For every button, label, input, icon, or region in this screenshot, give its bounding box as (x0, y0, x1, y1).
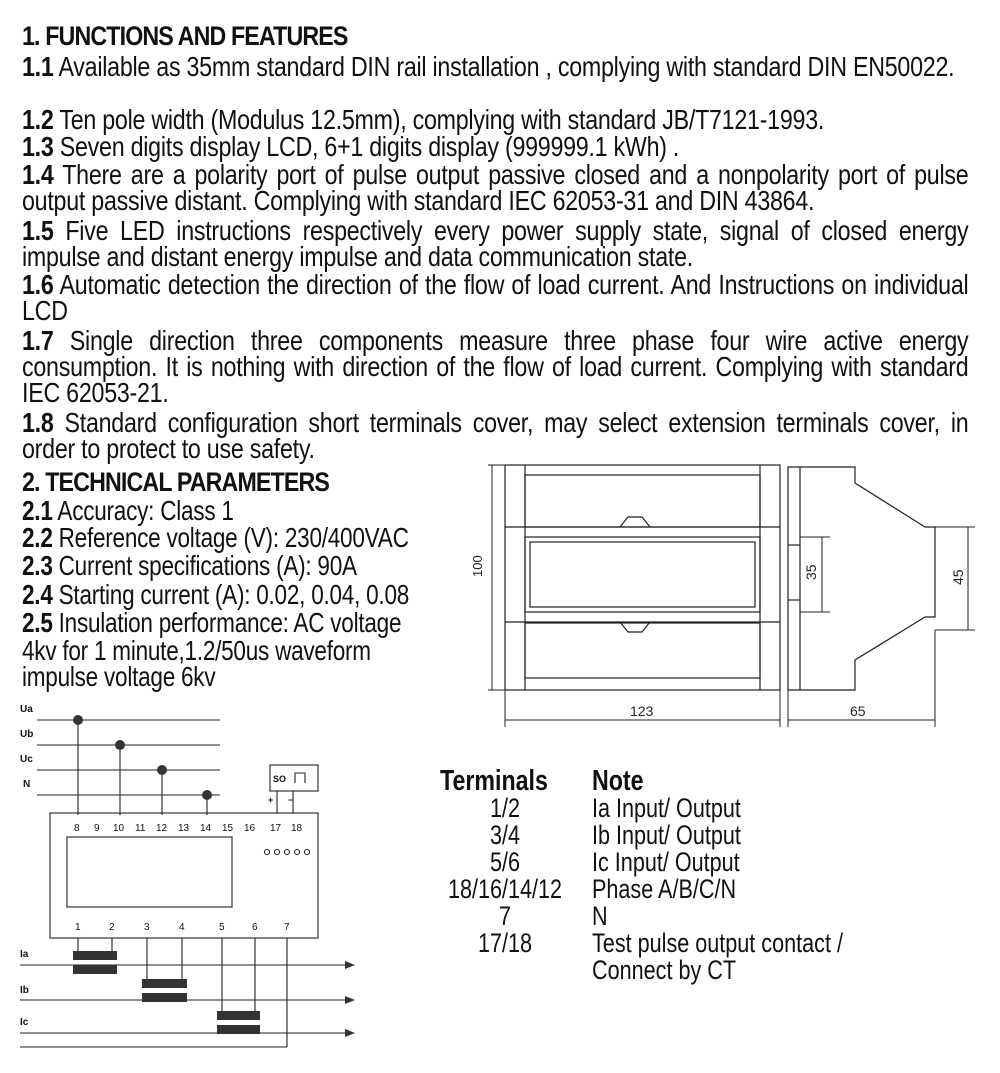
note-cell: Ib Input/ Output (592, 820, 741, 850)
label-ia: Ia (20, 949, 29, 960)
ct-ic-top (217, 1011, 260, 1020)
terminal-bottom: 4 (179, 922, 185, 933)
note-cell: Test pulse output contact / (592, 928, 843, 958)
dim-123: 123 (630, 703, 654, 719)
front-window (525, 537, 760, 612)
dim-65: 65 (850, 703, 866, 719)
note-cell: Phase A/B/C/N (592, 874, 737, 904)
terminal-top: 14 (200, 823, 212, 834)
terminal-top: 9 (94, 823, 100, 834)
terminal-bottom: 2 (109, 922, 115, 933)
dimension-drawing (470, 455, 990, 730)
terminal-bottom: 6 (252, 922, 258, 933)
item-2-2: 2.2 Reference voltage (V): 230/400VAC (22, 522, 409, 553)
front-body-outline (505, 465, 780, 690)
terminal-top: 15 (222, 823, 234, 834)
terminal-cell: 18/16/14/12 (447, 874, 563, 904)
label-ib: Ib (20, 985, 29, 996)
item-2-5: 2.5 Insulation performance: AC voltage (22, 607, 402, 638)
terminal-top: 12 (156, 823, 168, 834)
terminal-cell: 17/18 (477, 928, 533, 958)
item-1-6: 1.6 Automatic detection the direction of the flow of load current. And Instructions on individual LCD (22, 269, 969, 326)
header-note: Note (592, 765, 644, 797)
item-2-5-cont2: impulse voltage 6kv (22, 661, 216, 692)
item-2-1: 2.1 Accuracy: Class 1 (22, 495, 234, 526)
ct-ic-bottom (217, 1025, 260, 1034)
item-1-2: 1.2 Ten pole width (Modulus 12.5mm), complying with standard JB/T7121-1993. (22, 104, 825, 135)
item-2-4: 2.4 Starting current (A): 0.02, 0.04, 0.08 (22, 579, 410, 610)
terminals-table (440, 765, 980, 995)
ct-ib-top (142, 979, 187, 988)
section2-title: 2. TECHNICAL PARAMETERS (22, 467, 330, 497)
terminal-cell: 7 (498, 901, 512, 931)
note-cell: Ic Input/ Output (592, 847, 740, 877)
so-label: SO (273, 774, 287, 784)
terminal-top: 8 (74, 823, 80, 834)
terminal-top: 11 (135, 823, 146, 834)
terminal-top: 18 (291, 823, 303, 834)
ct-ia-bottom (73, 965, 117, 974)
ct-ia-top (73, 951, 117, 960)
terminal-bottom: 3 (144, 922, 150, 933)
note-cell: Ia Input/ Output (592, 793, 741, 823)
item-1-5: 1.5 Five LED instructions respectively every power supply state, signal of closed energy impulse and distant energy impulse and data communication state. (22, 215, 969, 272)
note-cell: Connect by CT (592, 955, 737, 985)
terminal-bottom: 1 (75, 922, 81, 933)
item-2-5-cont1: 4kv for 1 minute,1.2/50us waveform (22, 635, 371, 666)
dim-100: 100 (470, 555, 485, 577)
dim-45: 45 (950, 569, 966, 585)
label-uc: Uc (20, 754, 33, 765)
terminal-cell: 1/2 (489, 793, 521, 823)
item-2-3: 2.3 Current specifications (A): 90A (22, 550, 357, 581)
label-n: N (23, 779, 31, 790)
note-cell: N (592, 901, 608, 931)
terminal-bottom: 7 (284, 922, 290, 933)
terminal-top: 13 (178, 823, 190, 834)
so-minus: − (288, 795, 294, 805)
so-plus: + (268, 795, 274, 805)
terminal-bottom: 5 (219, 922, 225, 933)
terminal-top: 16 (244, 823, 256, 834)
meter-lcd (67, 837, 232, 907)
label-ua: Ua (20, 704, 33, 715)
header-terminals: Terminals (440, 765, 548, 797)
terminal-cell: 5/6 (489, 847, 521, 877)
item-1-1: 1.1 Available as 35mm standard DIN rail installation , complying with standard DIN EN50022. (22, 51, 955, 82)
section1-title: 1. FUNCTIONS AND FEATURES (22, 21, 348, 51)
terminal-top: 10 (113, 823, 125, 834)
label-ic: Ic (20, 1017, 29, 1028)
terminal-cell: 3/4 (489, 820, 521, 850)
item-1-3: 1.3 Seven digits display LCD, 6+1 digits display (999999.1 kWh) . (22, 131, 680, 162)
ct-ib-bottom (142, 993, 187, 1002)
wiring-diagram (15, 695, 415, 1065)
dim-35: 35 (803, 564, 819, 580)
label-ub: Ub (20, 729, 34, 740)
item-1-7: 1.7 Single direction three components measure three phase four wire active energy consumption. It is nothing with direction of the flow of load current. Complying with standard IEC 62053-21. (22, 325, 969, 408)
terminal-top: 17 (270, 823, 282, 834)
item-1-8: 1.8 Standard configuration short terminals cover, may select extension terminals cover, in order to protect to use safety. (22, 407, 969, 464)
item-1-4: 1.4 There are a polarity port of pulse output passive closed and a nonpolarity port of pulse output passive distant. Complying with standard IEC 62053-31 and DIN 43864. (22, 159, 969, 216)
